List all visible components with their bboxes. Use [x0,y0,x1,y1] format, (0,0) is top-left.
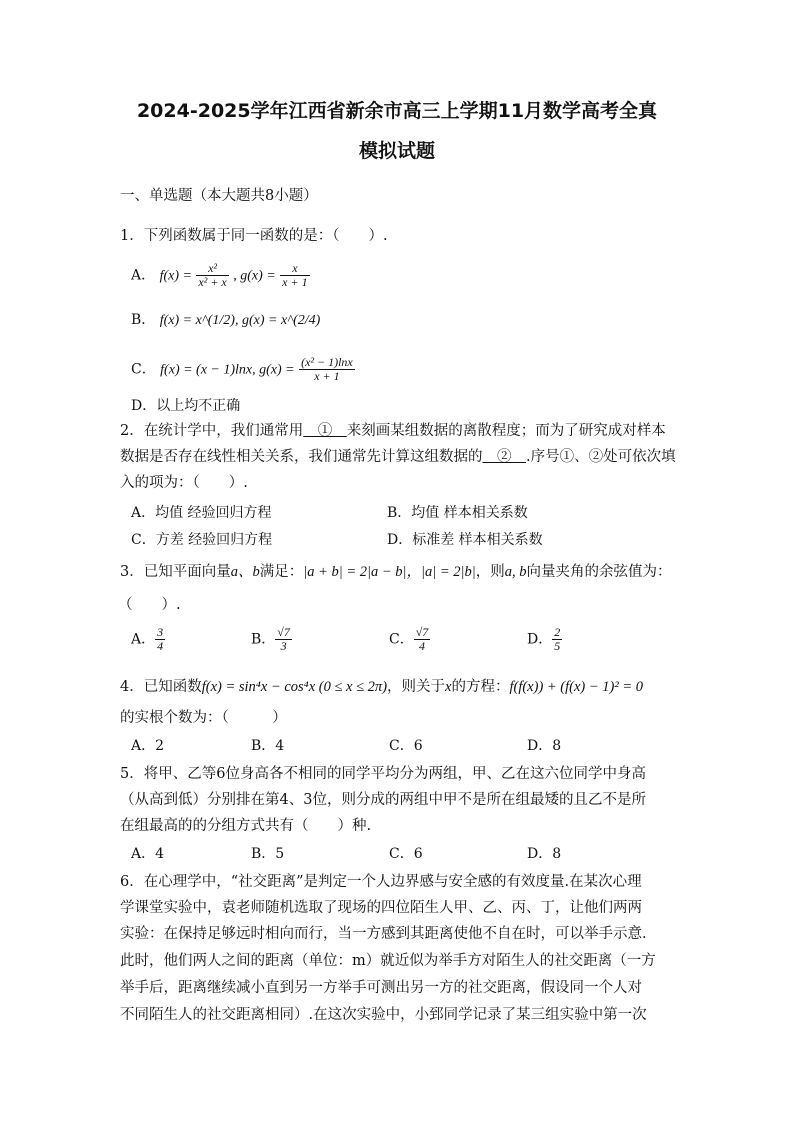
q3-b-label: B． [251,631,276,648]
q3-text-c: ，则 [475,564,505,580]
q6-line2: 学课堂实验中，袁老师随机选取了现场的四位陌生人甲、乙、丙、丁，让他们两两 [120,900,642,916]
q5-option-d: D．8 [527,846,562,862]
q3-a-frac [155,626,165,653]
q1-stem: 1．下列函数属于同一函数的是：（ ）. [120,228,388,244]
q1-option-c [131,356,355,383]
q5-option-a: A．4 [131,846,165,862]
q2-option-a: A．均值 经验回归方程 [131,505,272,521]
q2-blank2: ② [482,449,526,465]
q2-text-d: .序号①、②处可依次填 [526,449,676,465]
section-heading: 一、单选题（本大题共8小题） [120,188,318,204]
q6-line1: 6．在心理学中，“社交距离”是判定一个人边界感与安全感的有效度量.在某次心理 [120,874,642,890]
q4-option-a: A．2 [131,738,165,754]
q1-c-num: (x² − 1)lnx [301,355,353,369]
q3-a-den: 4 [157,639,164,653]
q3-vars: a、b [230,564,260,580]
q4-text-a: 4．已知函数 [120,679,202,695]
q1-c-expr: f(x) = (x − 1)lnx, g(x) = [160,362,295,378]
q3-b-den: 3 [275,639,292,653]
q2-line1 [120,421,666,441]
q3-c-num: √7 [415,625,429,639]
q2-option-b: B．均值 样本相关系数 [387,505,528,521]
q3-condition: |a + b| = 2|a − b|，|a| = 2|b| [303,564,476,580]
q4-option-d: D．8 [527,738,562,754]
q3-c-frac [414,626,431,653]
q5-line3: 在组最高的的分组方式共有（ ）种. [120,818,372,834]
q3-line1 [120,562,672,582]
q1-c-label: C． [131,361,156,378]
q1-a-label: A． [131,267,156,284]
q4-equation: f(f(x)) + (f(x) − 1)² = 0 [509,679,644,695]
q4-option-b: B．4 [251,738,285,754]
q4-text-b: ，则关于 [387,679,446,695]
q4-line2: 的实根个数为：（ ） [120,710,287,726]
q1-option-b [131,310,320,331]
q4-line1 [120,677,643,697]
q5-option-c: C．6 [389,846,423,862]
q1-b-expr: f(x) = x^(1/2), g(x) = x^(2/4) [159,313,321,328]
q2-text-b: 来刻画某组数据的离散程度；而为了研究成对样本 [346,423,666,439]
q1-c-frac [299,356,355,383]
q1-a-frac1 [196,262,228,289]
q4-func: f(x) = sin⁴x − cos⁴x (0 ≤ x ≤ 2π) [201,679,388,695]
q3-text-d: 向量夹角的余弦值为： [526,564,672,580]
q4-var: x [445,679,452,695]
q1-a-f: f(x) = [159,268,192,284]
q3-option-d [527,626,562,653]
q3-option-c [389,626,430,653]
q3-a-label: A． [131,631,156,648]
q3-option-b [251,626,292,653]
q3-line2: （ ）. [118,597,181,613]
q2-blank1: ① [303,423,347,439]
q1-a-den2: x + 1 [282,275,308,289]
q3-b-frac [275,626,292,653]
q4-text-c: 的方程： [451,679,510,695]
q6-line5: 举手后，距离继续减小直到另一方举手可测出另一方的社交距离，假设同一个人对 [120,980,642,996]
q6-line6: 不同陌生人的社交距离相同）.在这次实验中，小郅同学记录了某三组实验中第一次 [120,1007,647,1023]
q3-d-num: 2 [554,625,561,639]
q3-option-a [131,626,165,653]
q6-line3: 实验：在保持足够远时相向而行，当一方感到其距离使他不自在时，可以举手示意. [120,926,647,942]
q3-text-b: 满足： [259,564,304,580]
q1-c-den: x + 1 [299,369,355,383]
q1-option-a [131,262,310,289]
q3-d-den: 5 [554,639,561,653]
q2-option-d: D．标准差 样本相关系数 [387,532,543,548]
q2-line2 [120,447,676,467]
q5-option-b: B．5 [251,846,285,862]
q2-text-c: 数据是否存在线性相关关系，我们通常先计算这组数据的 [120,449,483,465]
q1-a-frac2 [280,262,309,289]
q6-line4: 此时，他们两人之间的距离（单位：m）就近似为举手方对陌生人的社交距离（一方 [120,953,656,969]
q1-b-label: B． [131,312,156,328]
page-title-line1: 2024-2025学年江西省新余市高三上学期11月数学高考全真 [136,100,658,122]
q3-d-label: D． [527,631,553,648]
q1-a-g: , g(x) = [233,268,276,284]
q1-a-den1: x² + x [198,275,227,289]
q3-c-label: C． [389,631,414,648]
q3-text-a: 3．已知平面向量 [120,564,231,580]
page-title-line2: 模拟试题 [358,140,435,162]
q3-d-frac [552,626,562,653]
q3-c-den: 4 [414,639,431,653]
q1-a-num2: x [292,261,298,275]
q4-option-c: C．6 [389,738,423,754]
q1-option-d: D．以上均不正确 [131,398,241,414]
q3-a-num: 3 [157,625,164,639]
q3-vec-pair: a, b [504,564,527,580]
q5-line1: 5．将甲、乙等6位身高各不相同的同学平均分为两组，甲、乙在这六位同学中身高 [120,766,646,782]
q1-a-num1: x² [208,261,218,275]
q2-option-c: C．方差 经验回归方程 [131,532,273,548]
q5-line2: （从高到低）分别排在第4、3位，则分成的两组中甲不是所在组最矮的且乙不是所 [120,792,646,808]
q2-line3: 入的项为：（ ）. [120,475,248,491]
q3-b-num: √7 [277,625,290,639]
q2-text-a: 2．在统计学中，我们通常用 [120,423,304,439]
